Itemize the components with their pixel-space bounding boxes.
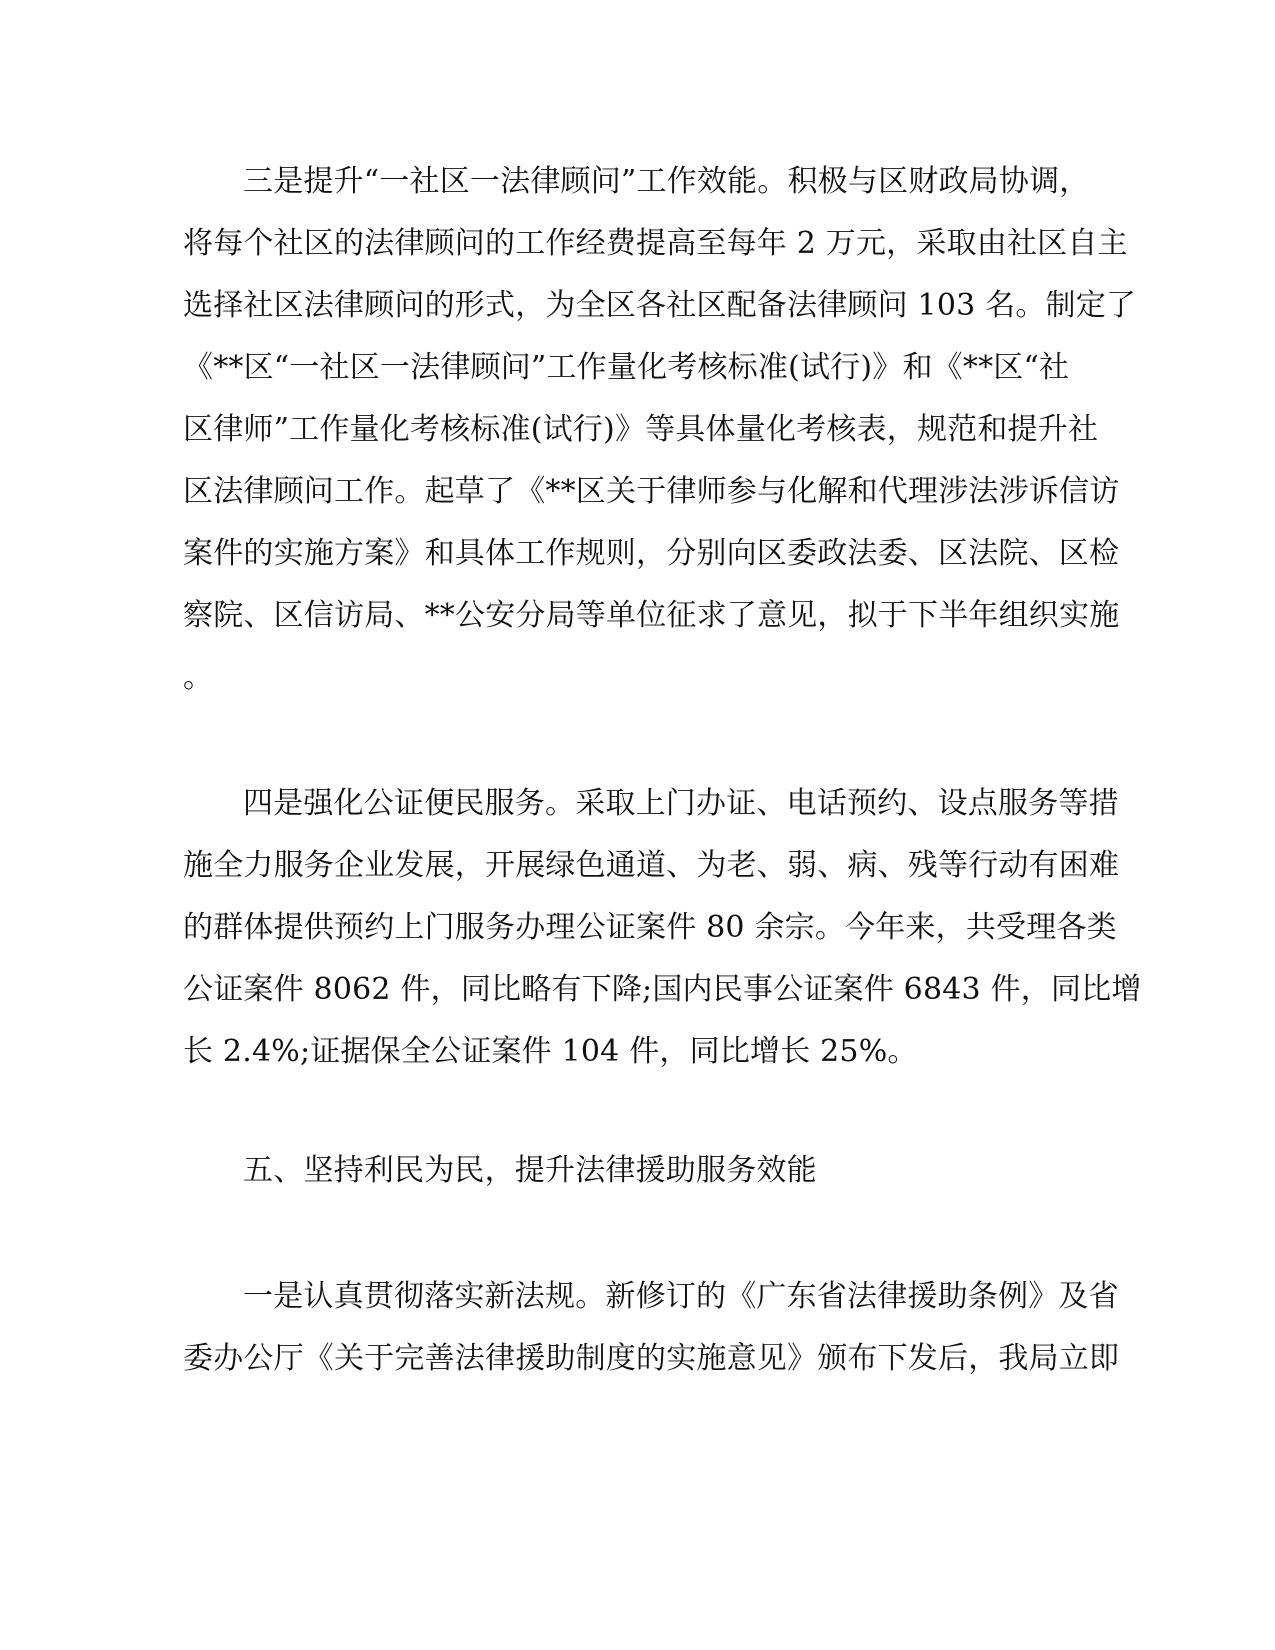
paragraph-2-line-4: 公证案件 8062 件，同比略有下降;国内民事公证案件 6843 件，同比增 <box>183 972 1142 1007</box>
paragraph-1-line-9: 。 <box>183 660 214 695</box>
paragraph-1-line-4: 《**区“一社区一法律顾问”工作量化考核标准(试行)》和《**区“社 <box>183 350 1070 385</box>
paragraph-2-line-1: 四是强化公证便民服务。采取上门办证、电话预约、设点服务等措 <box>243 786 1119 821</box>
paragraph-4-line-1: 一是认真贯彻落实新法规。新修订的《广东省法律援助条例》及省 <box>243 1279 1119 1314</box>
paragraph-2-line-2: 施全力服务企业发展，开展绿色通道、为老、弱、病、残等行动有困难 <box>183 848 1120 883</box>
section-heading: 五、坚持利民为民，提升法律援助服务效能 <box>243 1153 817 1188</box>
paragraph-1-line-8: 察院、区信访局、**公安分局等单位征求了意见，拟于下半年组织实施 <box>183 598 1120 633</box>
paragraph-2-line-5: 长 2.4%;证据保全公证案件 104 件，同比增长 25%。 <box>183 1034 918 1069</box>
paragraph-1-line-3: 选择社区法律顾问的形式，为全区各社区配备法律顾问 103 名。制定了 <box>183 288 1137 323</box>
paragraph-1-line-2: 将每个社区的法律顾问的工作经费提高至每年 2 万元，采取由社区自主 <box>183 226 1128 261</box>
paragraph-1-line-6: 区法律顾问工作。起草了《**区关于律师参与化解和代理涉法涉诉信访 <box>183 474 1120 509</box>
paragraph-1-line-7: 案件的实施方案》和具体工作规则，分别向区委政法委、区法院、区检 <box>183 536 1120 571</box>
paragraph-1-line-5: 区律师”工作量化考核标准(试行)》等具体量化考核表，规范和提升社 <box>183 412 1099 447</box>
paragraph-2-line-3: 的群体提供预约上门服务办理公证案件 80 余宗。今年来，共受理各类 <box>183 910 1117 945</box>
paragraph-1-line-1: 三是提升“一社区一法律顾问”工作效能。积极与区财政局协调， <box>243 164 1090 199</box>
paragraph-4-line-2: 委办公厅《关于完善法律援助制度的实施意见》颁布下发后，我局立即 <box>183 1341 1120 1376</box>
